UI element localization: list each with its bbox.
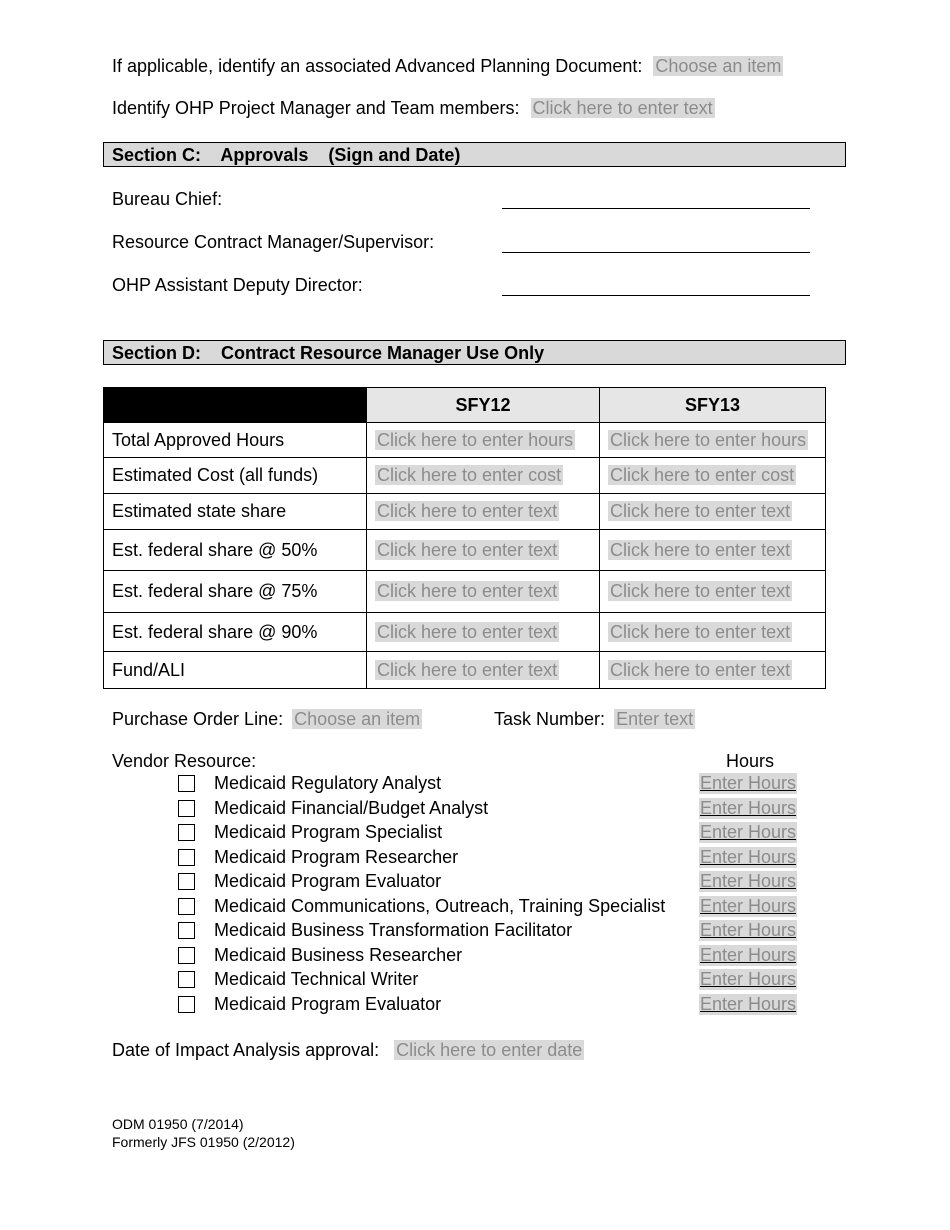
vendor-item-label: Medicaid Financial/Budget Analyst (214, 798, 489, 818)
apd-row (112, 56, 783, 77)
vendor-item-label: Medicaid Program Evaluator (214, 871, 442, 891)
hours-field[interactable]: Enter Hours (700, 822, 797, 842)
header-sfy13: SFY13 (600, 388, 826, 423)
hours-field[interactable]: Enter Hours (700, 920, 797, 940)
vendor-item-label: Medicaid Technical Writer (214, 969, 419, 989)
vendor-checkbox[interactable] (178, 800, 195, 817)
sfy12-field[interactable]: Click here to enter text (377, 659, 558, 680)
vendor-checkbox[interactable] (178, 775, 195, 792)
bureau-chief-signature-line[interactable] (502, 208, 810, 209)
vendor-item-label: Medicaid Program Evaluator (214, 994, 442, 1014)
hours-field[interactable]: Enter Hours (700, 773, 797, 793)
section-d-header: Section D: Contract Resource Manager Use Only (103, 340, 846, 365)
ohp-row (112, 98, 715, 119)
sfy12-field[interactable]: Click here to enter hours (377, 429, 574, 450)
ohp-label: Identify OHP Project Manager and Team members: (112, 98, 520, 118)
hours-field[interactable]: Enter Hours (700, 896, 797, 916)
po-label: Purchase Order Line: (112, 709, 284, 729)
vendor-checkbox[interactable] (178, 873, 195, 890)
vendor-item-label: Medicaid Business Transformation Facilitator (214, 920, 573, 940)
sfy13-field[interactable]: Click here to enter cost (610, 465, 795, 485)
row-label: Estimated Cost (all funds) (104, 458, 367, 494)
vendor-checkbox[interactable] (178, 824, 195, 841)
deputy-director-label: OHP Assistant Deputy Director: (112, 275, 363, 295)
vendor-checkbox[interactable] (178, 849, 195, 866)
apd-label: If applicable, identify an associated Advanced Planning Document: (112, 56, 643, 76)
sfy12-field[interactable]: Click here to enter text (377, 501, 558, 521)
vendor-resource-label: Vendor Resource: (112, 751, 257, 771)
hours-field[interactable]: Enter Hours (700, 994, 797, 1014)
header-sfy12: SFY12 (367, 388, 600, 423)
sfy12-field[interactable]: Click here to enter cost (377, 465, 562, 485)
impact-label: Date of Impact Analysis approval: (112, 1040, 380, 1060)
table-row (104, 530, 826, 571)
bureau-chief-label: Bureau Chief: (112, 189, 223, 209)
cost-table (103, 387, 826, 689)
vendor-checkbox[interactable] (178, 996, 195, 1013)
vendor-checkbox[interactable] (178, 922, 195, 939)
impact-date-field[interactable]: Click here to enter date (396, 1040, 583, 1060)
impact-row (112, 1040, 584, 1061)
row-label: Est. federal share @ 50% (104, 530, 367, 571)
row-label: Est. federal share @ 90% (104, 613, 367, 652)
form-number: ODM 01950 (7/2014) (112, 1116, 244, 1132)
sfy12-field[interactable]: Click here to enter text (377, 621, 558, 642)
contract-manager-signature-line[interactable] (502, 252, 810, 253)
po-line-dropdown[interactable]: Choose an item (294, 709, 421, 729)
vendor-item-label: Medicaid Business Researcher (214, 945, 463, 965)
ohp-team-field[interactable]: Click here to enter text (532, 98, 713, 118)
sfy12-field[interactable]: Click here to enter text (377, 581, 558, 601)
vendor-checkbox[interactable] (178, 971, 195, 988)
header-blank-cell (104, 388, 367, 423)
sfy12-field[interactable]: Click here to enter text (377, 539, 558, 560)
cost-table-header (104, 388, 826, 423)
hours-field[interactable]: Enter Hours (700, 798, 797, 818)
task-row (494, 709, 695, 730)
row-label: Total Approved Hours (104, 423, 367, 458)
sfy13-field[interactable]: Click here to enter text (610, 621, 791, 642)
vendor-item-label: Medicaid Program Researcher (214, 847, 459, 867)
deputy-director-signature-line[interactable] (502, 295, 810, 296)
apd-dropdown[interactable]: Choose an item (655, 56, 782, 76)
vendor-item-label: Medicaid Program Specialist (214, 822, 443, 842)
hours-field[interactable]: Enter Hours (700, 945, 797, 965)
table-row (104, 458, 826, 494)
table-row (104, 652, 826, 689)
hours-field[interactable]: Enter Hours (700, 847, 797, 867)
vendor-item-label: Medicaid Regulatory Analyst (214, 773, 442, 793)
row-label: Fund/ALI (104, 652, 367, 689)
row-label: Estimated state share (104, 494, 367, 530)
section-c-header: Section C: Approvals (Sign and Date) (103, 142, 846, 167)
po-row (112, 709, 422, 730)
hours-field[interactable]: Enter Hours (700, 871, 797, 891)
task-number-field[interactable]: Enter text (616, 709, 694, 729)
hours-header: Hours (726, 751, 775, 771)
table-row (104, 494, 826, 530)
vendor-checkbox[interactable] (178, 898, 195, 915)
former-form-number: Formerly JFS 01950 (2/2012) (112, 1134, 295, 1150)
sfy13-field[interactable]: Click here to enter text (610, 501, 791, 521)
contract-manager-label: Resource Contract Manager/Supervisor: (112, 232, 435, 252)
table-row (104, 571, 826, 613)
sfy13-field[interactable]: Click here to enter hours (610, 429, 807, 450)
row-label: Est. federal share @ 75% (104, 571, 367, 613)
table-row (104, 423, 826, 458)
vendor-item-label: Medicaid Communications, Outreach, Training Specialist (214, 896, 666, 916)
task-label: Task Number: (494, 709, 606, 729)
table-row (104, 613, 826, 652)
vendor-checkbox[interactable] (178, 947, 195, 964)
sfy13-field[interactable]: Click here to enter text (610, 581, 791, 601)
sfy13-field[interactable]: Click here to enter text (610, 659, 791, 680)
sfy13-field[interactable]: Click here to enter text (610, 539, 791, 560)
hours-field[interactable]: Enter Hours (700, 969, 797, 989)
